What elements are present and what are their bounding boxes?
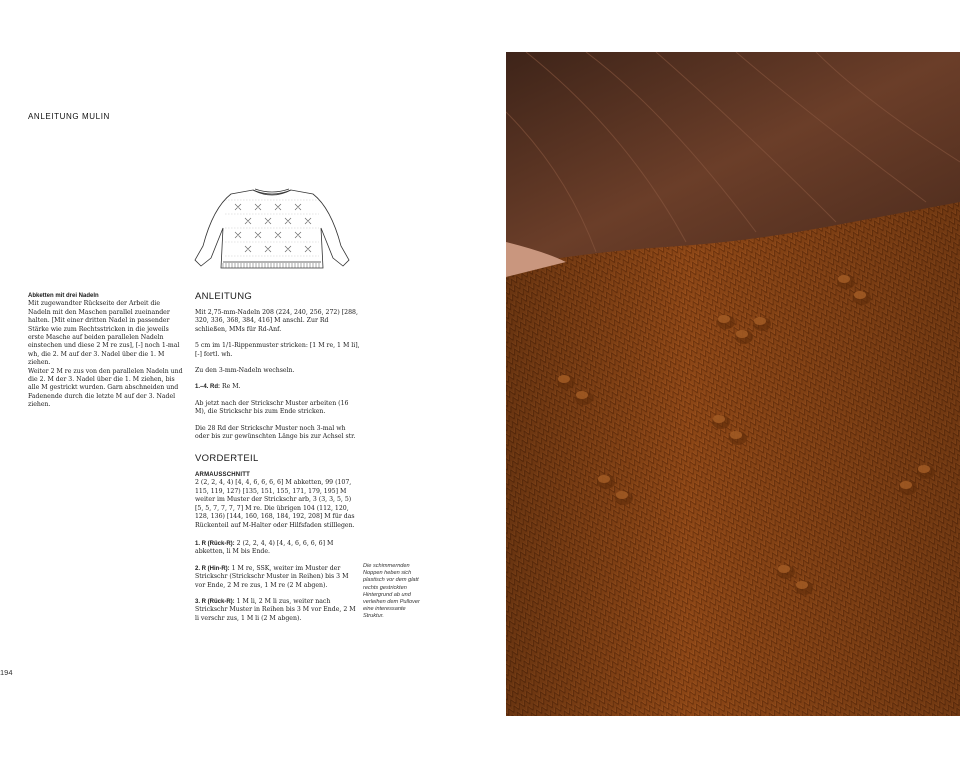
photo-caption: Die schimmernden Noppen heben sich plastisch vor dem glatt rechts gestrickten Hintergrund ab und verleihen dem Pullover eine interessante Struktur.	[363, 563, 420, 620]
rounds-label: 1.–4. Rd:	[195, 384, 221, 391]
three-needle-bindoff-text-1: Mit zugewandter Rückseite der Arbeit die Nadeln mit den Maschen parallel zueinander halten. [Mit einer dritten Nadel in passender Stärke wie zum Rechtsstricken in die jeweils erste Masche auf beiden parallelen Nadeln einstechen und diese 2 M re zus], [-] noch 1-mal wh, die 2. M auf der 3. Nadel über die 1. M ziehen.	[28, 300, 180, 367]
row-1-paragraph	[195, 540, 360, 557]
page-title: ANLEITUNG MULIN	[28, 112, 110, 121]
instructions-heading: ANLEITUNG	[195, 291, 253, 302]
rounds-paragraph	[195, 383, 360, 391]
instructions-column	[195, 291, 360, 631]
needle-change-paragraph: Zu den 3-mm-Nadeln wechseln.	[195, 367, 295, 375]
sweater-sketch	[193, 186, 351, 276]
repeat-paragraph: Die 28 Rd der Strickschr Muster noch 3-mal wh oder bis zur gewünschten Länge bis zur Achsel str.	[195, 424, 356, 441]
page-number: 194	[0, 668, 13, 677]
row-3-label: 3. R (Rück-R):	[195, 598, 235, 605]
rounds-text: Re M.	[220, 383, 241, 391]
row-2-label: 2. R (Hin-R):	[195, 565, 230, 572]
front-heading: VORDERTEIL	[195, 453, 259, 465]
three-needle-bindoff-section	[28, 292, 183, 410]
cast-on-paragraph: Mit 2,75-mm-Nadeln 208 (224, 240, 256, 272) [288, 320, 336, 368, 384, 416] M anschl. Zur Rd schließen, MMs für Rd-Anf.	[195, 309, 358, 333]
ribbing-paragraph: 5 cm im 1/1-Rippenmuster stricken: [1 M re, 1 M li], [-] fortl. wh.	[195, 342, 360, 358]
chart-paragraph: Ab jetzt nach der Strickschr Muster arbeiten (16 M), die Strickschr bis zum Ende stricken.	[195, 399, 349, 416]
three-needle-bindoff-heading: Abketten mit drei Nadeln	[28, 293, 99, 299]
row-2-paragraph	[195, 565, 360, 590]
row-3-text: 1 M li, 2 M li zus, weiter nach Strickschr Muster in Reihen bis 3 M vor Ende, 2 M li verschr zus, 1 M li (2 M abgen).	[195, 597, 356, 622]
row-1-label: 1. R (Rück-R):	[195, 540, 235, 547]
row-2-text: 1 M re, SSK, weiter im Muster der Strickschr (Strickschr Muster in Reihen) bis 3 M vor Ende, 2 M re zus, 1 M re (2 M abgen).	[195, 564, 349, 589]
armhole-heading: ARMAUSSCHNITT	[195, 472, 250, 479]
row-1-text: 2 (2, 2, 4, 4) [4, 4, 6, 6, 6, 6] M abketten, li M bis Ende.	[195, 539, 334, 556]
row-3-paragraph	[195, 598, 360, 623]
armhole-paragraph: 2 (2, 2, 4, 4) [4, 4, 6, 6, 6, 6] M abketten, 99 (107, 115, 119, 127) [135, 151, 155, 171, 179, 195] M weiter im Muster der Strickschr arb, 3 (3, 3, 5, 5) [5, 5, 7, 7, 7, 7] M re. Die übrigen 104 (112, 120, 128, 136) [144, 160, 168, 184, 192, 208] M für das Rückenteil auf M-Halter oder Hilfsfaden stilllegen.	[195, 479, 355, 529]
knit-photo	[506, 52, 960, 716]
three-needle-bindoff-text-2: Weiter 2 M re zus von den parallelen Nadeln und die 2. M der 3. Nadel über die 1. M ziehen, bis alle M gestrickt wurden. Garn abschneiden und Fadenende durch die letzte M auf der 3. Nadel ziehen.	[28, 367, 183, 409]
